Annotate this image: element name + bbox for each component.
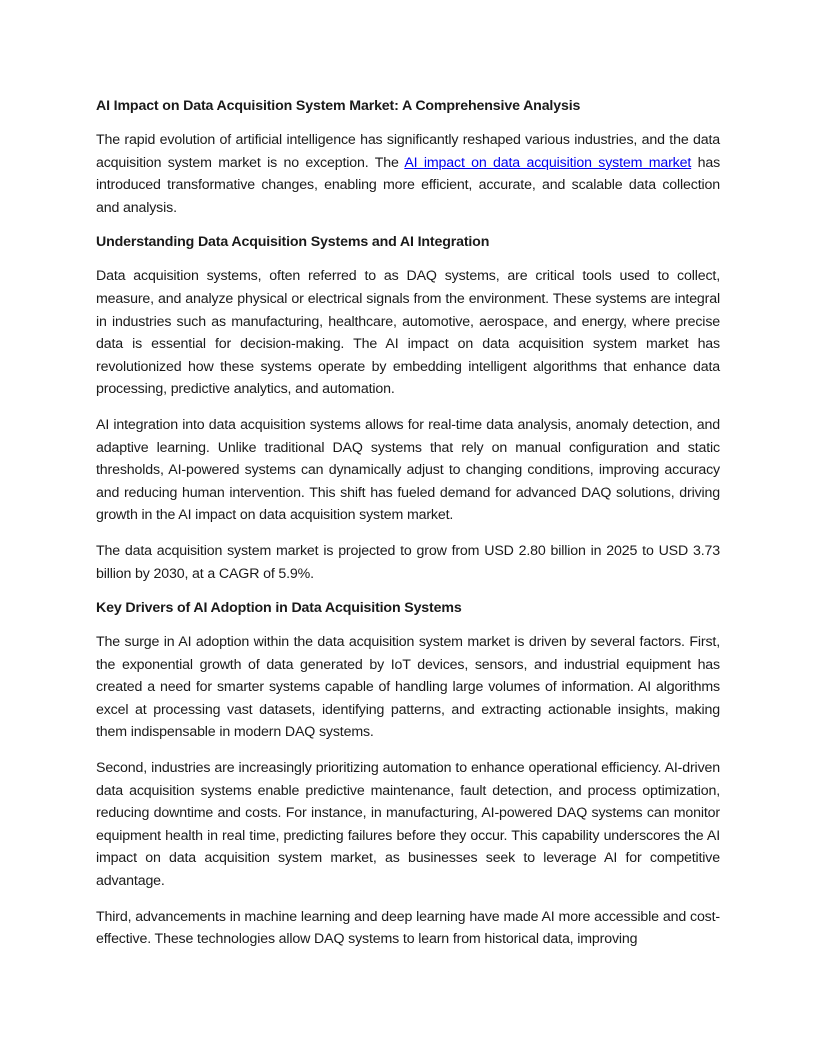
market-projection-paragraph: The data acquisition system market is projected to grow from USD 2.80 billion in 2025 to USD 3.73 billion by 2030, at a CAGR of 5.9%. (96, 542, 720, 582)
intro-paragraph (96, 129, 720, 219)
market-report-link[interactable]: AI impact on data acquisition system market (404, 154, 692, 171)
body-paragraph: Data acquisition systems, often referred to as DAQ systems, are critical tools used to collect, measure, and analyze physical or electrical signals from the environment. These systems are integral in industries such as manufacturing, healthcare, automotive, aerospace, and energy, where precise data is essential for decision-making. The AI impact on data acquisition system market has revolutionized how these systems operate by embedding intelligent algorithms that enhance data processing, predictive analytics, and automation. (96, 268, 720, 398)
body-paragraph: Third, advancements in machine learning and deep learning have made AI more accessible and cost-effective. These technologies allow DAQ systems to learn from historical data, improving (96, 908, 720, 948)
body-paragraph: AI integration into data acquisition systems allows for real-time data analysis, anomaly detection, and adaptive learning. Unlike traditional DAQ systems that rely on manual configuration and static thresholds, AI-powered systems can dynamically adjust to changing conditions, improving accuracy and reducing human intervention. This shift has fueled demand for advanced DAQ solutions, driving growth in the AI impact on data acquisition system market. (96, 416, 720, 524)
document-title: AI Impact on Data Acquisition System Market: A Comprehensive Analysis (96, 98, 581, 114)
intro-text-after-link: has introduced transformative changes, enabling more efficient, accurate, and scalable data collection and analysis. (96, 154, 721, 216)
section-heading-understanding: Understanding Data Acquisition Systems and AI Integration (96, 234, 490, 251)
document-page (96, 96, 720, 951)
body-paragraph: The surge in AI adoption within the data acquisition system market is driven by several factors. First, the exponential growth of data generated by IoT devices, sensors, and industrial equipment has created a need for smarter systems capable of handling large volumes of information. AI algorithms excel at processing vast datasets, identifying patterns, and extracting actionable insights, making them indispensable in modern DAQ systems. (96, 634, 720, 741)
section-heading-key-drivers: Key Drivers of AI Adoption in Data Acquisition Systems (96, 600, 462, 617)
body-paragraph: Second, industries are increasingly prioritizing automation to enhance operational efficiency. AI-driven data acquisition systems enable predictive maintenance, fault detection, and process optimization, reducing downtime and costs. For instance, in manufacturing, AI-powered DAQ systems can monitor equipment health in real time, predicting failures before they occur. This capability underscores the AI impact on data acquisition system market, as businesses seek to leverage AI for competitive advantage. (96, 760, 720, 890)
intro-text-before-link: The rapid evolution of artificial intelligence has significantly reshaped various industries, and the data acquisition system market is no exception. The (96, 132, 720, 171)
